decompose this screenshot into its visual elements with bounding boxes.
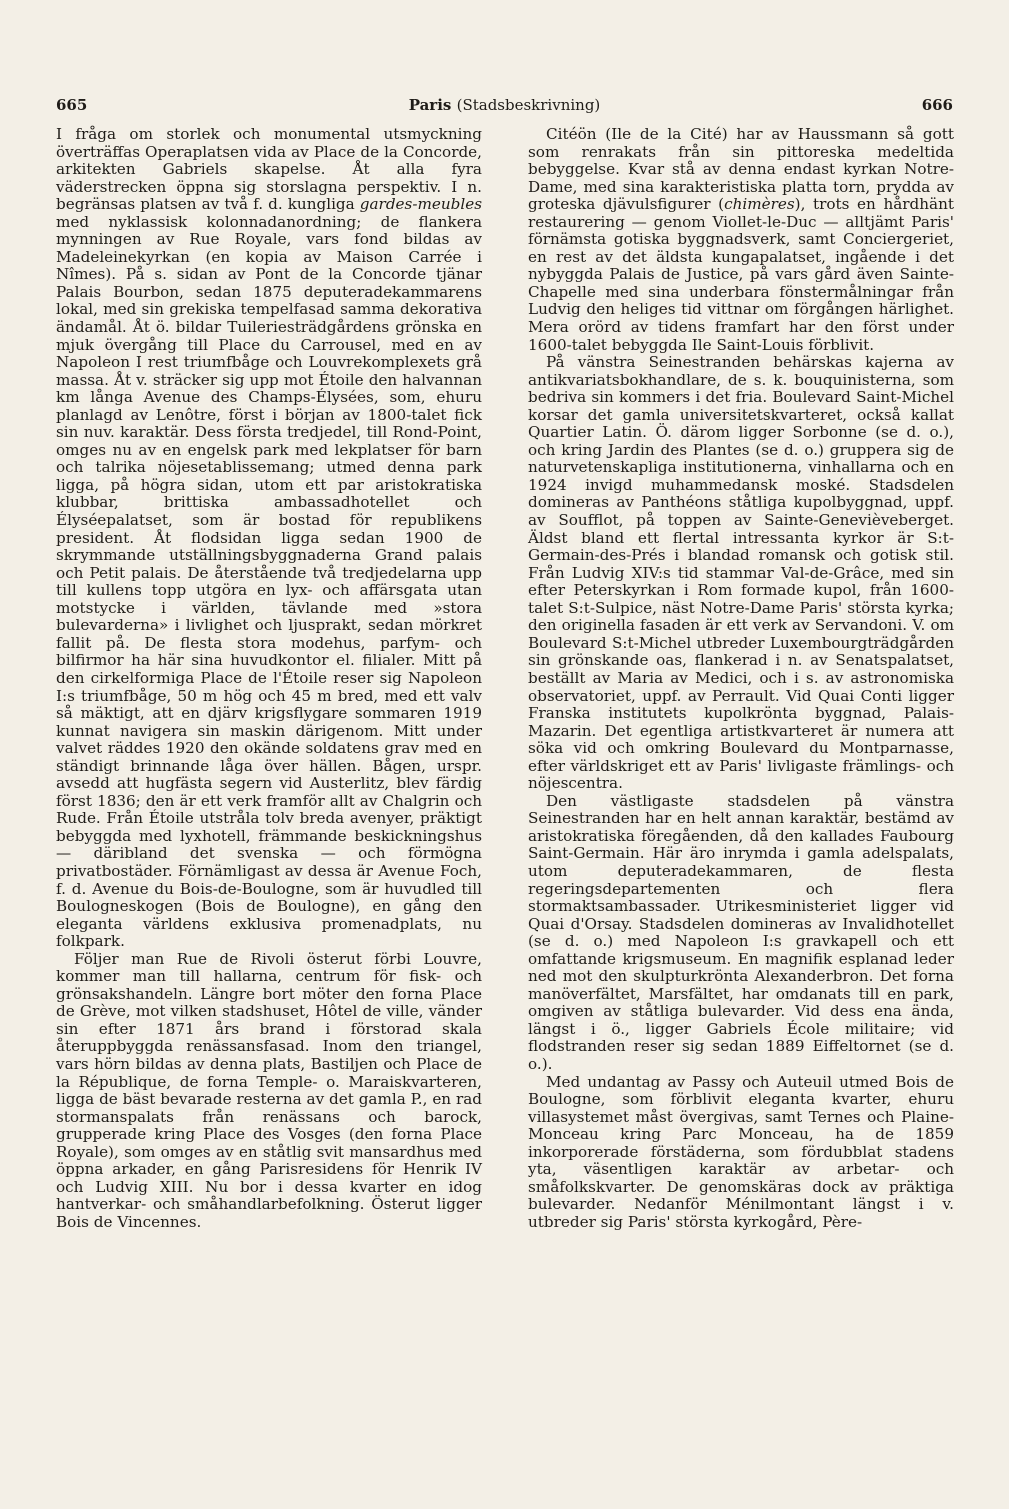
paragraph: Följer man Rue de Rivoli österut förbi Louvre, kommer man till hallarna, centrum för fisk- och grönsakshandeln. Längre bort möter den forna Place de Grève, mot vilken stadshuset, Hôtel de ville, vänder sin efter 1871 års brand i förstorad skala återuppbyggda renässansfasad. Inom den triangel, vars hörn bildas av denna plats, Bastiljen och Place de la République, de forna Temple- o. Maraiskvarteren, ligga de bäst bevarade resterna av det gamla P., en rad stormanspalats från renässans och barock, grupperade kring Place des Vosges (den forna Place Royale), som omges av en ståtlig svit mansardhus med öppna arkader, en gång Parisresidens för Henrik IV och Ludvig XIII. Nu bor i dessa kvarter en idog hantverkar- och småhandlarbefolkning. Österut ligger Bois de Vincennes. — [56, 949, 482, 1231]
left-column — [56, 126, 482, 1231]
italic-term: gardes-meubles — [359, 195, 482, 214]
paragraph: Med undantag av Passy och Auteuil utmed Bois de Boulogne, som förblivit eleganta kvarter, ehuru villasystemet måst övergivas, samt Ternes och Plaine-Monceau kring Parc Monceau, ha de 1859 inkorporerade förstäderna, som fördubblat stadens yta, väsentligen karaktär av arbetar- och småfolkskvarter. De genomskäras dock av präktiga bulevarder. Nedanför Ménilmontant längst i v. utbreder sig Paris' största kyrkogård, Père- — [528, 1072, 954, 1231]
paragraph-text: Citéön (Ile de la Cité) har av Haussmann så gott som renrakats från sin pittoreska medeltida bebyggelse. Kvar stå av denna endast kyrkan Notre-Dame, med sina karakteristiska platta torn, prydda av groteska djävulsfigurer ( — [528, 125, 954, 214]
paragraph-text: med nyklassisk kolonnadanordning; de flankera mynningen av Rue Royale, vars fond bildas av Madeleinekyrkan (en kopia av Maison Carrée i Nîmes). På s. sidan av Pont de la Concorde tjänar Palais Bourbon, sedan 1875 deputeradekammarens lokal, med sin grekiska tempelfasad samma dekorativa ändamål. Åt ö. bildar Tuileriesträdgårdens grönska en mjuk övergång till Place du Carrousel, med en av Napoleon I rest triumfbåge och Louvrekomplexets grå massa. Åt v. sträcker sig upp mot Étoile den halvannan km långa Avenue des Champs-Élysées, som, ehuru planlagd av Lenôtre, först i början av 1800-talet fick sin nuv. karaktär. Dess första tredjedel, till Rond-Point, omges nu av en engelsk park med lekplatser för barn och talrika nöjesetablissemang; utmed denna park ligga, på högra sidan, utom ett par aristokratiska klubbar, brittiska ambassadhotellet och Élyséepalatset, som är bostad för republikens president. Åt flodsidan ligga sedan 1900 de skrymmande utställningsbyggnaderna Grand palais och Petit palais. De återstående två tredjedelarna upp till kullens topp utgöra en lyx- och affärsgata utan motstycke i världen, tävlande med »stora bulevarderna» i livlighet och ljusprakt, sedan mörkret fallit på. De flesta stora modehus, parfym- och bilfirmor ha här sina huvudkontor el. filialer. Mitt på den cirkelformiga Place de l'Étoile reser sig Napoleon I:s triumfbåge, 50 m hög och 45 m bred, med ett valv så mäktigt, att en djärv krigsflygare sommaren 1919 kunnat navigera sin maskin därigenom. Mitt under valvet räddes 1920 den okände soldatens grav med en ständigt brinnande låga över hällen. Bågen, urspr. avsedd att hugfästa segern vid Austerlitz, blev färdig först 1836; den är ett verk framför allt av Chalgrin och Rude. Från Étoile utstråla tolv breda avenyer, präktigt bebyggda med lyxhotell, främmande beskickningshus — däribland det svenska — och förmögna privatbostäder. Förnämligast av dessa är Avenue Foch, f. d. Avenue du Bois-de-Boulogne, som är huvudled till Boulogneskogen (Bois de Boulogne), en gång den eleganta världens exklusiva promenadplats, nu folkpark. — [56, 212, 482, 951]
running-title-main: Paris — [408, 96, 452, 114]
paragraph: På vänstra Seinestranden behärskas kajerna av antikvariatsbokhandlare, de s. k. bouquinisterna, som bedriva sin kommers i det fria. Boulevard Saint-Michel korsar det gamla universitetskvarteret, också kallat Quartier Latin. Ö. därom ligger Sorbonne (se d. o.), och kring Jardin des Plantes (se d. o.) gruppera sig de naturvetenskapliga institutionerna, vinhallarna och en 1924 invigd muhammedansk moské. Stadsdelen domineras av Panthéons ståtliga kupolbyggnad, uppf. av Soufflot, på toppen av Sainte-Genevièveberget. Äldst bland ett flertal intressanta kyrkor är S:t-Germain-des-Prés i blandad romansk och gotisk stil. Från Ludvig XIV:s tid stammar Val-de-Grâce, med sin efter Peterskyrkan i Rom formade kupol, från 1600-talet S:t-Sulpice, näst Notre-Dame Paris' största kyrka; den originella fasaden är ett verk av Servandoni. V. om Boulevard S:t-Michel utbreder Luxembourgträdgården sin grönskande oas, flankerad i n. av Senatspalatset, beställt av Maria av Medici, och i s. av astronomiska observatoriet, uppf. av Perrault. Vid Quai Conti ligger Franska institutets kupolkrönta byggnad, Palais-Mazarin. Det egentliga artistkvarteret är numera att söka vid och omkring Boulevard du Montparnasse, efter världskriget ett av Paris' livligaste främlings- och nöjescentra. — [528, 353, 954, 793]
page-number-right: 666 — [921, 96, 953, 114]
right-column — [528, 126, 954, 1231]
italic-term: chimères — [724, 195, 795, 214]
paragraph-text: I fråga om storlek och monumental utsmyckning överträffas Operaplatsen vida av Place de la Concorde, arkitekten Gabriels skapelse. Åt alla fyra väderstrecken öppna sig storslagna perspektiv. I n. begränsas platsen av två f. d. kungliga — [56, 125, 482, 214]
page-number-left: 665 — [56, 96, 88, 114]
running-title — [54, 96, 955, 114]
paragraph — [56, 126, 482, 951]
paragraph — [528, 126, 954, 354]
page-header — [54, 96, 955, 120]
running-title-subtitle: (Stadsbeskrivning) — [456, 96, 601, 114]
paragraph-text: ), trots en hårdhänt restaurering — genom Viollet-le-Duc — alltjämt Paris' förnämsta gotiska byggnadsverk, samt Conciergeriet, en rest av det äldsta kungapalatset, ingående i det nybyggda Palais de Justice, på vars gård även Sainte-Chapelle med sina underbara fönstermålningar från Ludvig den heliges tid vittnar om förgången härlighet. Mera orörd av tidens framfart har den först under 1600-talet bebyggda Ile Saint-Louis förblivit. — [528, 195, 954, 354]
paragraph: Den västligaste stadsdelen på vänstra Seinestranden har en helt annan karaktär, bestämd av aristokratiska föregåenden, då den kallades Faubourg Saint-Germain. Här äro inrymda i gamla adelspalats, utom deputeradekammaren, de flesta regeringsdepartementen och flera stormaktsambassader. Utrikesministeriet ligger vid Quai d'Orsay. Stadsdelen domineras av Invalidhotellet (se d. o.) med Napoleon I:s gravkapell och ett omfattande krigsmuseum. En magnifik esplanad leder ned mot den skulpturkrönta Alexanderbron. Det forna manöverfältet, Marsfältet, har omdanats till en park, omgiven av ståtliga bulevarder. Vid dess ena ända, längst i ö., ligger Gabriels École militaire; vid flodstranden reser sig sedan 1889 Eiffeltornet (se d. o.). — [528, 791, 954, 1073]
